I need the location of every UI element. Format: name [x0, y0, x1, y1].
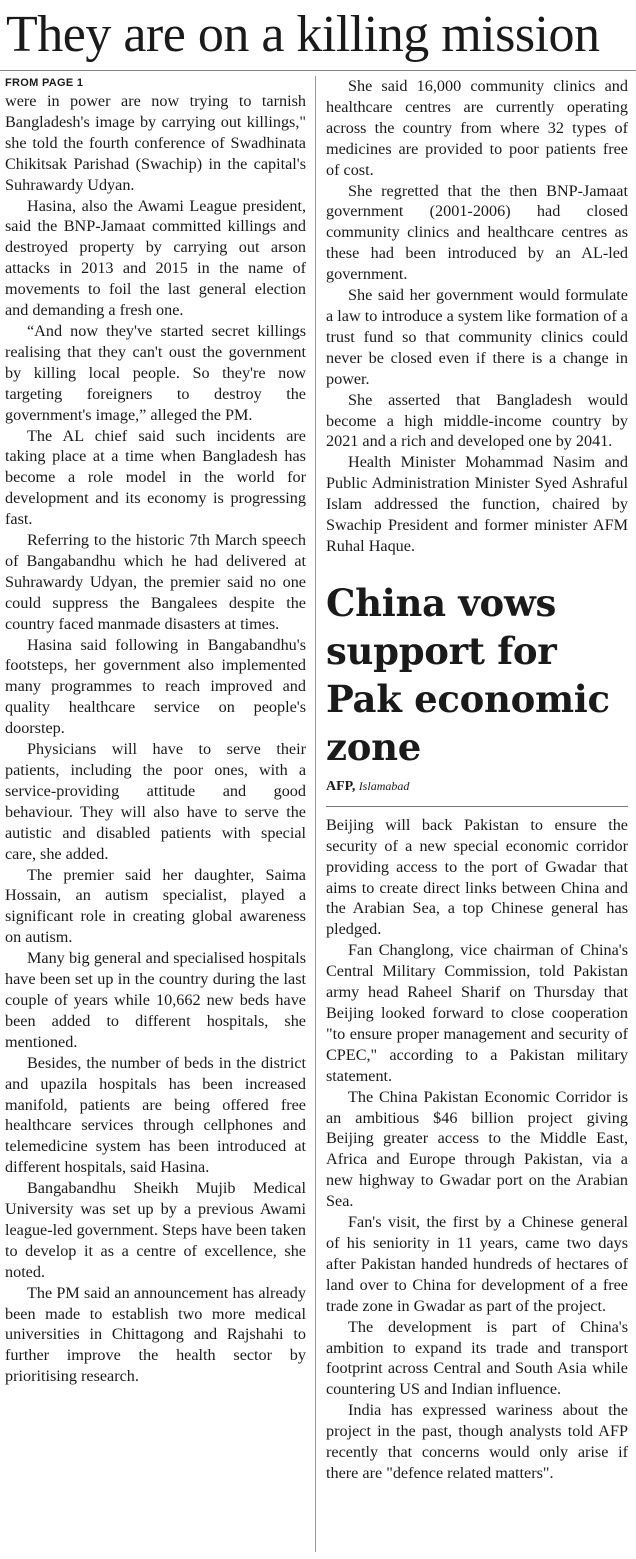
paragraph: The development is part of China's ambition to expand its trade and transport footprint across Central and South Asia while countering US and Indian influence.	[326, 1317, 628, 1399]
paragraph: The China Pakistan Economic Corridor is an ambitious $46 billion project giving Beijing greater access to the Middle East, Africa and Europe through Pakistan, via a new highway to Gwadar port on the Arabian Sea.	[326, 1087, 628, 1211]
paragraph: Hasina, also the Awami League president, said the BNP-Jamaat committed killings and destroyed property by carrying out arson attacks in 2013 and 2015 in the name of movements to foil the last general election and demanding a fresh one.	[5, 196, 306, 320]
headline-rule	[0, 70, 636, 71]
left-column	[5, 76, 306, 1387]
paragraph: Fan Changlong, vice chairman of China's Central Military Commission, told Pakistan army head Raheel Sharif on Thursday that Beijing looked forward to close cooperation "to ensure proper management and security of CPEC," according to a Pakistan military statement.	[326, 941, 628, 1085]
paragraph: The AL chief said such incidents are taking place at a time when Bangladesh has become a role model in the world for development and its economy is progressing fast.	[5, 426, 306, 529]
paragraph: The premier said her daughter, Saima Hossain, an autism specialist, played a significant role in creating global awareness on autism.	[5, 865, 306, 947]
paragraph: She asserted that Bangladesh would become a high middle-income country by 2021 and a rich and developed one by 2041.	[326, 390, 628, 451]
paragraph: Physicians will have to serve their patients, including the poor ones, with a service-providing attitude and good behaviour. They will also have to serve the autistic and disabled patients with special care, she added.	[5, 740, 306, 863]
paragraph: Health Minister Mohammad Nasim and Public Administration Minister Syed Ashraful Islam addressed the function, chaired by Swachip President and former minister AFM Ruhal Haque.	[326, 453, 628, 555]
paragraph: She said her government would formulate a law to introduce a system like formation of a trust fund so that community clinics could never be closed even if there is a change in power.	[326, 286, 628, 388]
paragraph: Referring to the historic 7th March speech of Bangabandhu which he had delivered at Suhrawardy Udyan, the premier said no one could suppress the Bangalees despite the country faced manmade disasters at times.	[5, 531, 306, 633]
byline	[326, 777, 628, 807]
column-divider	[315, 76, 316, 1552]
byline-agency: AFP,	[326, 778, 356, 794]
paragraph: Beijing will back Pakistan to ensure the security of a new special economic corridor providing access to the port of Gwadar that aims to create direct links between China and the Arabian Sea, a top Chinese general has pledged.	[326, 815, 628, 939]
paragraph: Bangabandhu Sheikh Mujib Medical University was set up by a previous Awami league-led government. Steps have been taken to develop it as a centre of excellence, she noted.	[5, 1179, 306, 1281]
paragraph: She said 16,000 community clinics and healthcare centres are currently operating across the country from where 32 types of medicines are provided to poor patients free of cost.	[326, 77, 628, 179]
paragraph: Fan's visit, the first by a Chinese general of his seniority in 11 years, came two days after Pakistan handed hundreds of hectares of land over to China for development of a free trade zone in Gwadar as part of the project.	[326, 1213, 628, 1315]
kicker: FROM PAGE 1	[5, 77, 84, 89]
paragraph: The PM said an announcement has already been made to establish two more medical universities in Chittagong and Rajshahi to further improve the health sector by prioritising research.	[5, 1283, 306, 1386]
main-headline: They are on a killing mission	[6, 6, 600, 63]
paragraph: Hasina said following in Bangabandhu's footsteps, her government also implemented many programmes to reach improved and quality healthcare service on people's doorstep.	[5, 635, 306, 738]
paragraph: were in power are now trying to tarnish Bangladesh's image by carrying out killings," she told the fourth conference of Swadhinata Chikitsak Parishad (Swachip) in the capital's Suhrawardy Udyan.	[5, 92, 306, 194]
paragraph: India has expressed wariness about the project in the past, though analysts told AFP recently that concerns would only arise if there are "defence related matters".	[326, 1401, 628, 1482]
second-story-headline: China vows support for Pak economic zone	[326, 580, 610, 769]
paragraph: Besides, the number of beds in the district and upazila hospitals has been increased manifold, patients are being offered free healthcare services through cellphones and telemedicine system has been introduced at different hospitals, said Hasina.	[5, 1053, 306, 1177]
paragraph: Many big general and specialised hospitals have been set up in the country during the last couple of years while 10,662 new beds have been added to different hospitals, she mentioned.	[5, 949, 306, 1051]
right-column	[326, 76, 628, 1484]
paragraph: “And now they've started secret killings realising that they can't oust the government by killing local people. So they're now targeting foreigners to destroy the government's image,” alleged the PM.	[5, 321, 306, 424]
paragraph: She regretted that the then BNP-Jamaat government (2001-2006) had closed community clinics and healthcare centres as these had been introduced by an AL-led government.	[326, 181, 628, 284]
byline-place: Islamabad	[358, 778, 410, 793]
